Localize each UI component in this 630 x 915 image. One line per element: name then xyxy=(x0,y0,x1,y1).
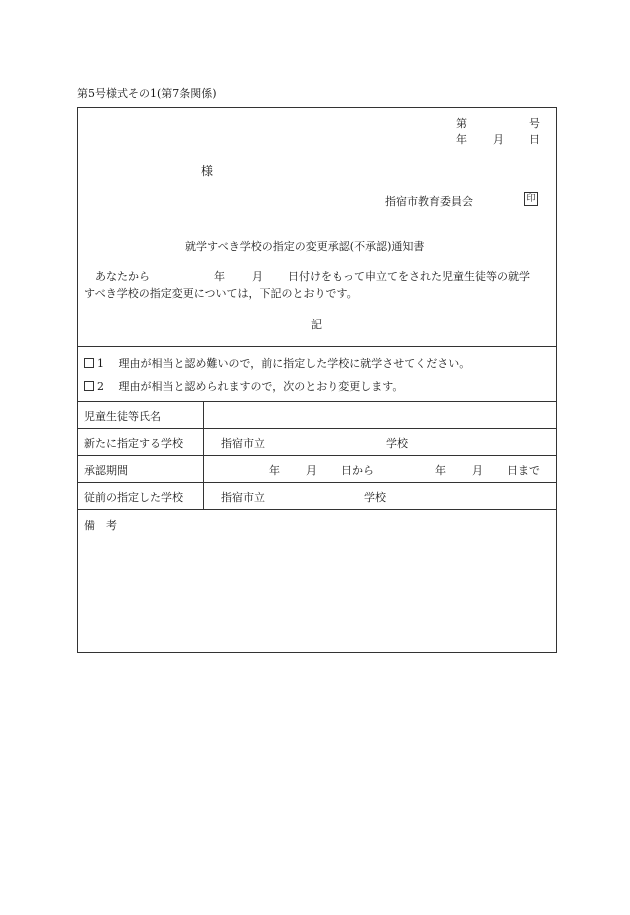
body-anata: あなたから xyxy=(95,270,150,283)
prev-school-city: 指宿市立 xyxy=(221,491,265,504)
number-suffix: 号 xyxy=(529,117,540,130)
new-school-suffix: 学校 xyxy=(386,437,408,450)
prev-school-suffix: 学校 xyxy=(364,491,386,504)
period-end-year: 年 xyxy=(435,464,446,477)
ki-heading: 記 xyxy=(311,318,322,331)
section-divider xyxy=(77,346,557,347)
option-1 xyxy=(84,355,470,371)
body-year: 年 xyxy=(214,270,225,283)
prev-school-label: 従前の指定した学校 xyxy=(84,491,183,504)
date-month: 月 xyxy=(493,133,504,146)
addressee-honorific: 様 xyxy=(201,164,214,178)
period-start-day: 日から xyxy=(341,464,374,477)
period-end-month: 月 xyxy=(472,464,483,477)
option-2 xyxy=(84,378,403,394)
name-label: 児童生徒等氏名 xyxy=(84,410,161,423)
new-school-label: 新たに指定する学校 xyxy=(84,437,183,450)
period-start-month: 月 xyxy=(306,464,317,477)
table-line xyxy=(77,482,557,483)
option-text: 理由が相当と認められますので，次のとおり変更します。 xyxy=(118,380,404,393)
body-line2: すべき学校の指定変更については，下記のとおりです。 xyxy=(84,287,358,300)
option-text: 理由が相当と認め難いので，前に指定した学校に就学させてください。 xyxy=(118,357,471,370)
table-line xyxy=(77,401,557,402)
body-line1-rest: 日付けをもって申立てをされた児童生徒等の就学 xyxy=(288,270,530,283)
table-column-divider xyxy=(203,401,204,509)
table-line xyxy=(77,428,557,429)
new-school-city: 指宿市立 xyxy=(221,437,265,450)
document-title: 就学すべき学校の指定の変更承認(不承認)通知書 xyxy=(185,240,425,253)
option-number: 1 xyxy=(97,357,104,370)
number-prefix: 第 xyxy=(456,117,467,130)
seal-mark: 印 xyxy=(524,192,538,206)
date-day: 日 xyxy=(529,133,540,146)
option-number: 2 xyxy=(97,380,104,393)
table-line xyxy=(77,509,557,510)
period-label: 承認期間 xyxy=(84,464,128,477)
issuer-name: 指宿市教育委員会 xyxy=(385,195,473,208)
checkbox-icon xyxy=(84,381,94,391)
table-line xyxy=(77,455,557,456)
date-year: 年 xyxy=(456,133,467,146)
period-start-year: 年 xyxy=(269,464,280,477)
form-label: 第5号様式その1(第7条関係) xyxy=(77,87,217,100)
remarks-label: 備 考 xyxy=(84,519,117,532)
checkbox-icon xyxy=(84,358,94,368)
body-month: 月 xyxy=(252,270,263,283)
period-end-day: 日まで xyxy=(507,464,540,477)
